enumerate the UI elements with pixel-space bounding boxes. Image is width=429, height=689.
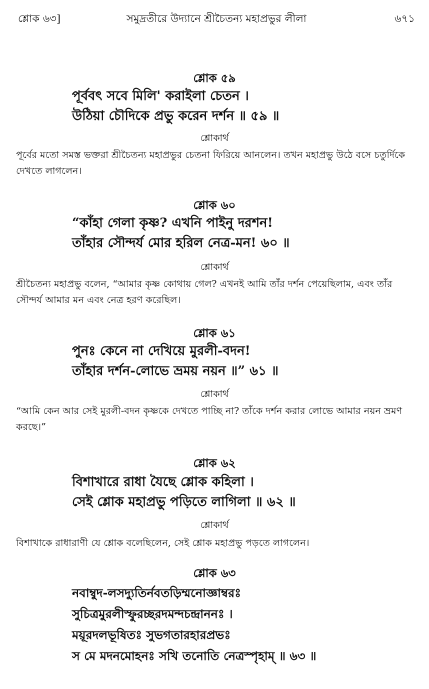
verse-line: পুনঃ কেনে না দেখিয়ে মুরলী-বদন! <box>72 344 251 359</box>
verse-line: সেই শ্লোক মহাপ্রভু পড়িতে লাগিলা ॥ ৬২ ॥ <box>72 495 296 510</box>
verse-line: তাঁহার দর্শন-লোভে ভ্রময় নয়ন ॥” ৬১ ॥ <box>72 364 279 379</box>
verse-line: বিশাখারে রাধা যৈছে শ্লোক কহিলা । <box>72 475 254 490</box>
translation-label: শ্লোকার্থ <box>200 389 229 400</box>
verse-heading-63: শ্লোক ৬৩ <box>193 566 236 580</box>
translation-label: শ্লোকার্থ <box>200 520 229 531</box>
translation-text: বিশাখাকে রাধারাণী যে শ্লোক বলেছিলেন, সেই শ্লোক মহাপ্রভু পড়তে লাগলেন। <box>16 538 310 549</box>
translation-label: শ্লোকার্থ <box>200 262 229 273</box>
verse-heading-62: শ্লোক ৬২ <box>193 456 236 470</box>
verse-line: উঠিয়া চৌদিকে প্রভু করেন দর্শন ॥ ৫৯ ॥ <box>72 109 280 124</box>
verse-heading-61: শ্লোক ৬১ <box>193 326 236 340</box>
running-header <box>18 8 415 30</box>
verse-line: “কাঁহা গেলা কৃষ্ণ? এখনি পাইনু দরশন! <box>72 216 273 231</box>
verse-line: তাঁহার সৌন্দর্য মোর হরিল নেত্র-মন! ৬০ ॥ <box>72 236 290 251</box>
verse-heading-60: শ্লোক ৬০ <box>193 198 236 212</box>
verse-line: ময়ূরদলভূষিতঃ সুভগতারহারপ্রভঃ <box>72 628 231 642</box>
translation-text: শ্রীচৈতন্য মহাপ্রভু বলেন, “আমার কৃষ্ণ কোথায় গেল? এখনই আমি তাঁর দর্শন পেয়েছিলাম, এবং তাঁর সৌন্দর্য আমার মন এবং নেত্র হরণ করেছিল। <box>16 279 393 306</box>
header-verse-ref: শ্লোক ৬৩] <box>18 13 61 25</box>
translation-text: “আমি কেন আর সেই মুরলী-বদন কৃষ্ণকে দেখতে পাচ্ছি না? তাঁকে দর্শন করার লোভে আমার নয়ন ভ্রমণ করছে।” <box>16 406 403 433</box>
translation-label: শ্লোকার্থ <box>200 133 229 144</box>
verse-line: পূর্ববৎ সবে মিলি' করাইলা চেতন । <box>72 89 249 104</box>
page-number: ৬৭১ <box>394 13 415 25</box>
verse-line: সুচিত্রমুরলীস্ফুরচ্ছরদমন্দচন্দ্রাননঃ । <box>72 607 233 621</box>
verse-heading-59: শ্লোক ৫৯ <box>193 71 236 85</box>
translation-text: পূর্বের মতো সমস্ত ভক্তরা শ্রীচৈতন্য মহাপ্রভুর চেতনা ফিরিয়ে আনলেন। তখন মহাপ্রভু উঠে বসে চতুর্দিকে দেখতে লাগলেন। <box>16 150 406 177</box>
verse-line: স মে মদনমোহনঃ সখি তনোতি নেত্রস্পৃহাম্‌ ॥ ৬৩ ॥ <box>72 649 317 663</box>
verse-line: নবাম্বুদ-লসদ্যুতির্নবতড়িম্মনোজ্ঞাম্বরঃ <box>72 586 242 600</box>
header-title: সমুদ্রতীরে উদ্যানে শ্রীচৈতন্য মহাপ্রভুর লীলা <box>126 13 307 25</box>
